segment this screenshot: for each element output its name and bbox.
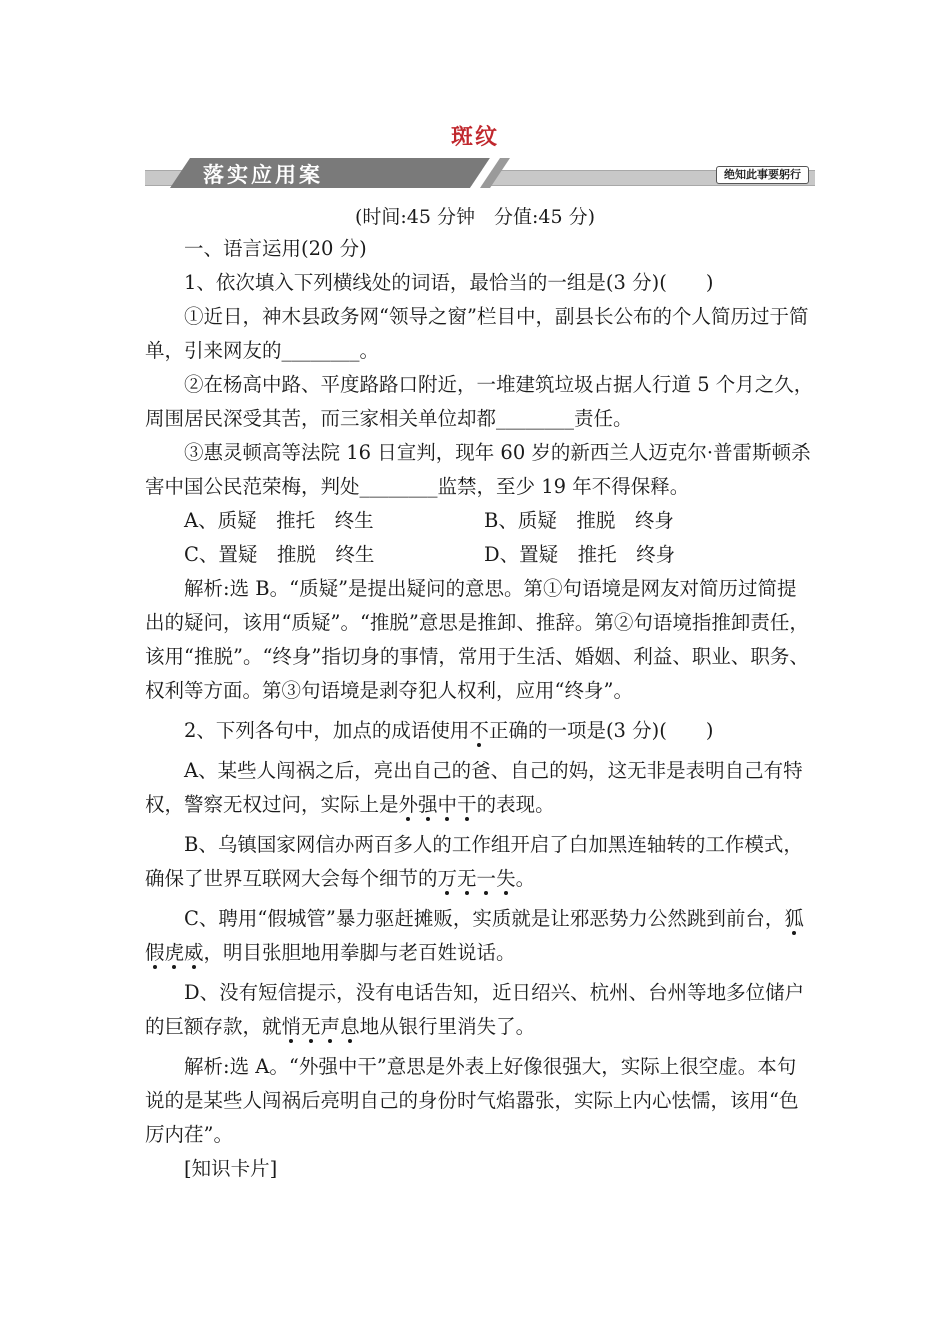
banner-label: 落实应用案	[203, 163, 323, 187]
option-b: B、质疑 推脱 终身	[484, 509, 674, 532]
question-1-stem: 1、依次填入下列横线处的词语，最恰当的一组是(3 分)( )	[184, 271, 714, 294]
page-title: 斑纹	[450, 125, 499, 150]
question-2-option-b: B、乌镇国家网信办两百多人的工作组开启了白加黑连轴转的工作模式，确保了世界互联网大会每个细节的万无一失。	[145, 833, 803, 890]
option-c: C、置疑 推脱 终生	[184, 543, 375, 566]
question-2-analysis: 解析:选 A。“外强中干”意思是外表上好像很强大，实际上很空虚。本句说的是某些人闯祸后亮明自己的身份时气焰嚣张，实际上内心怯懦，该用“色厉内荏”。	[145, 1055, 799, 1146]
question-1-sentence-2: ②在杨高中路、平度路路口附近，一堆建筑垃圾占据人行道 5 个月之久，周围居民深受其苦，而三家相关单位却都________责任。	[145, 373, 814, 430]
question-1-options-row-2	[145, 538, 815, 572]
question-1-analysis: 解析:选 B。“质疑”是提出疑问的意思。第①句语境是网友对简历过简提出的疑问，该用“质疑”。“推脱”意思是推卸、推辞。第②句语境指推卸责任，该用“推脱”。“终身”指切身的事情，常用于生活、婚姻、利益、职业、职务、权利等方面。第③句语境是剥夺犯人权利，应用“终身”。	[145, 577, 809, 702]
document-body	[145, 232, 815, 1186]
question-2-option-a: A、某些人闯祸之后，亮出自己的爸、自己的妈，这无非是表明自己有特权，警察无权过问，实际上是外强中干的表现。	[145, 759, 803, 816]
section-heading: 一、语言运用(20 分)	[184, 237, 367, 260]
option-a: A、质疑 推托 终生	[184, 509, 374, 532]
section-banner	[145, 158, 815, 188]
question-1-options-row-1	[145, 504, 815, 538]
exam-meta: (时间:45 分钟 分值:45 分)	[354, 206, 596, 228]
question-2-stem: 2、下列各句中，加点的成语使用不正确的一项是(3 分)( )	[184, 719, 714, 742]
question-2-option-c: C、聘用“假城管”暴力驱赶摊贩，实质就是让邪恶势力公然跳到前台，狐假虎威，明目张胆地用拳脚与老百姓说话。	[145, 907, 804, 964]
knowledge-card-heading: [知识卡片]	[184, 1157, 278, 1180]
banner-badge: 绝知此事要躬行	[716, 166, 809, 184]
emphasis-char: 不	[469, 719, 489, 742]
option-d: D、置疑 推托 终身	[484, 543, 676, 566]
question-1-sentence-1: ①近日，神木县政务网“领导之窗”栏目中，副县长公布的个人简历过于简单，引来网友的________。	[145, 305, 809, 362]
question-1-sentence-3: ③惠灵顿高等法院 16 日宣判，现年 60 岁的新西兰人迈克尔·普雷斯顿杀害中国公民范荣梅，判处________监禁，至少 19 年不得保释。	[145, 441, 811, 498]
question-2-option-d: D、没有短信提示，没有电话告知，近日绍兴、杭州、台州等地多位储户的巨额存款，就悄无声息地从银行里消失了。	[145, 981, 805, 1038]
